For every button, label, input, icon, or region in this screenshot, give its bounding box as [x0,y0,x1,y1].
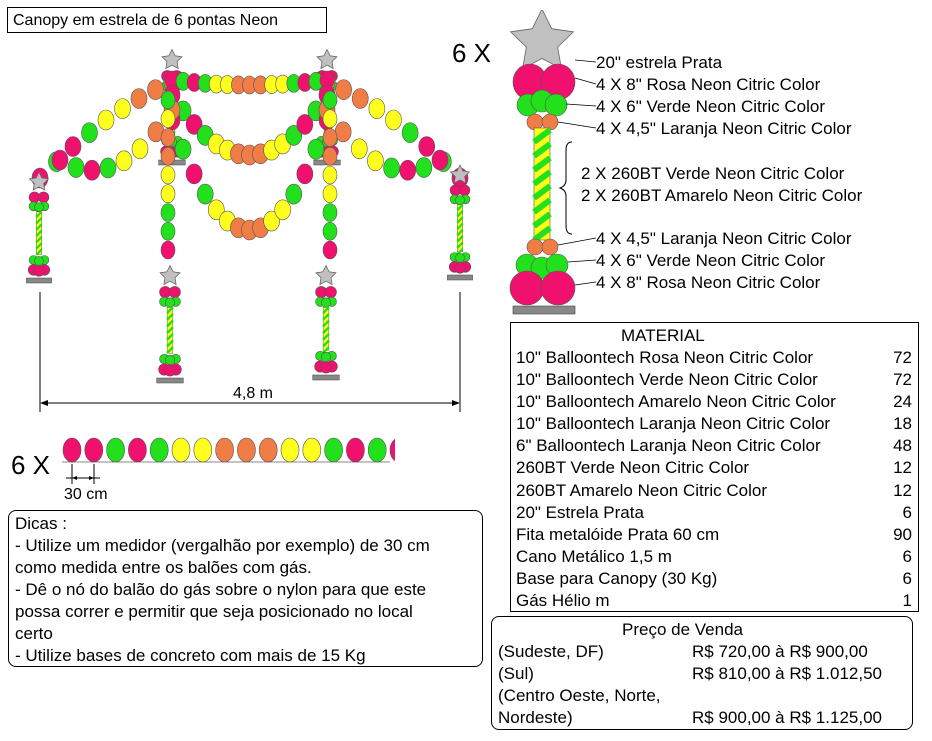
balloon-pink [63,438,81,462]
material-name: 260BT Amarelo Neon Citric Color [516,481,768,500]
material-qty: 6 [902,503,912,522]
balloon-orange [148,80,164,100]
column-spec-top-green: 4 X 6" Verde Neon Citric Color [596,97,826,116]
balloon-green [161,91,175,109]
tips-line: - Dê o nó do balão do gás sobre o nylon para que este [15,580,427,599]
balloon-pink [510,271,544,305]
material-name: 10" Balloontech Rosa Neon Citric Color [516,348,814,367]
balloon-green [545,94,567,116]
column-base [26,278,51,283]
balloon-orange [323,147,337,165]
material-header: MATERIAL [621,326,705,345]
balloon-yellow [98,110,114,130]
balloon-yellow [161,166,175,184]
balloon-pink [128,438,146,462]
material-row [516,458,912,480]
balloon-green [456,253,465,262]
balloon-yellow [386,110,402,130]
balloon-yellow [161,110,175,128]
material-row [516,414,912,436]
balloon-green [456,196,465,205]
material-qty: 72 [893,370,912,389]
column-base [313,375,340,380]
material-row [516,436,912,458]
balloon-yellow [323,166,337,184]
column-multiplier: 6 X [452,38,492,68]
price-value: R$ 810,00 à R$ 1.012,50 [692,664,882,683]
material-qty: 18 [893,414,912,433]
balloon-green [35,256,44,265]
balloon-green [107,438,125,462]
balloon-green [197,184,213,204]
material-name: 260BT Verde Neon Citric Color [516,458,750,477]
material-row [516,569,912,591]
balloon-green [161,222,175,240]
balloon-orange [161,129,175,147]
material-name: 6" Balloontech Laranja Neon Citric Color [516,436,821,455]
balloon-green [100,158,116,178]
material-qty: 12 [893,481,912,500]
brace-icon [560,142,572,234]
price-header: Preço de Venda [622,620,743,639]
balloon-orange [527,239,543,255]
column-spec-top-orange: 4 X 4,5" Laranja Neon Citric Color [596,119,852,138]
balloon-pink [65,137,81,157]
material-row [516,525,912,547]
material-name: 20" Estrela Prata [516,503,644,522]
balloon-pink [419,137,435,157]
balloon-yellow [351,139,367,159]
balloon-yellow [172,438,190,462]
tips-header: Dicas : [15,514,67,533]
balloon-green [321,352,331,362]
material-qty: 24 [893,392,912,411]
price-region-label: (Centro Oeste, Norte, [498,686,661,705]
price-box [491,616,913,730]
balloon-orange [336,80,352,100]
material-qty: 90 [893,525,912,544]
column-spec-top-pink: 4 X 8" Rosa Neon Citric Color [596,75,821,94]
balloon-pink [85,438,103,462]
balloon-green [68,158,84,178]
balloon-yellow [132,139,148,159]
star-balloon-icon [317,50,337,69]
material-qty: 72 [893,348,912,367]
balloon-pink [52,150,68,170]
price-region-label: (Sudeste, DF) [498,642,604,661]
balloon-orange [335,122,351,142]
column-spec-star: 20" estrela Prata [596,53,723,72]
tips-line: certo [15,624,53,643]
balloon-green [150,438,168,462]
balloon-green [323,222,337,240]
material-row [516,348,912,370]
balloon-green [384,158,400,178]
balloon-yellow [194,438,212,462]
page-title: Canopy em estrela de 6 pontas Neon [7,7,327,33]
material-name: Fita metalóide Prata 60 cm [516,525,720,544]
balloon-orange [542,239,558,255]
star-balloon-icon [511,10,574,69]
balloon-green [323,91,337,109]
column-spec-green-twist: 2 X 260BT Verde Neon Citric Color [581,164,845,183]
dimension-label: 4,8 m [232,385,274,402]
balloon-yellow [281,438,299,462]
balloon-green [323,204,337,222]
balloon-pink [320,362,331,373]
balloon-green [161,204,175,222]
balloon-orange [161,147,175,165]
balloon-green [308,139,324,159]
balloon-pink [325,286,336,297]
price-region-label: (Sul) [498,664,534,683]
material-qty: 12 [893,458,912,477]
balloon-pink [34,265,45,276]
balloon-green [82,123,98,143]
material-row [516,481,912,503]
balloon-yellow [115,99,131,119]
balloon-orange [216,438,234,462]
column-base [513,306,575,314]
balloon-orange [352,89,368,109]
leader-line [575,282,596,285]
balloon-orange [259,438,277,462]
leader-line [568,260,596,262]
star-balloon-icon [162,50,182,69]
balloon-pink [186,164,202,184]
balloon-yellow [161,185,175,203]
balloon-orange [237,438,255,462]
material-name: 10" Balloontech Amarelo Neon Citric Color [516,392,836,411]
column-spec-bottom-green: 4 X 6" Verde Neon Citric Color [596,251,826,270]
column-spec-bottom-orange: 4 X 4,5" Laranja Neon Citric Color [596,229,852,248]
balloon-pink [161,241,175,259]
balloon-pink [38,192,49,203]
balloon-pink [84,160,100,180]
balloon-yellow [323,110,337,128]
balloon-green [35,203,44,212]
spacing-label: 30 cm [64,486,108,503]
material-name: Cano Metálico 1,5 m [516,547,672,566]
leader-line [558,122,596,128]
balloon-green [402,123,418,143]
material-row [516,591,912,613]
balloon-yellow [369,99,385,119]
balloon-orange [527,114,543,130]
balloon-orange [131,89,147,109]
price-value: R$ 900,00 à R$ 1.125,00 [692,708,882,727]
balloon-pink [164,365,175,376]
balloon-green [368,438,386,462]
balloon-pink [323,241,337,259]
price-region-label: Nordeste) [498,708,573,727]
material-name: Gás Hélio m [516,591,610,610]
material-qty: 6 [902,569,912,588]
column-spec-bottom-pink: 4 X 8" Rosa Neon Citric Color [596,273,821,292]
strand-multiplier: 6 X [11,450,51,480]
price-value: R$ 720,00 à R$ 900,00 [692,642,868,661]
balloon-pink [455,262,466,273]
material-name: 10" Balloontech Laranja Neon Citric Color [516,414,831,433]
canopy-illustration [0,0,500,420]
balloon-green [286,184,302,204]
tips-line: possa correr e permitir que seja posicionado no local [15,602,413,621]
balloon-yellow [367,151,383,171]
balloon-pink [400,160,416,180]
column-base [157,378,184,383]
column-base [447,275,472,280]
leader-line [575,60,596,62]
material-row [516,392,912,414]
material-qty: 6 [902,547,912,566]
balloon-orange [323,129,337,147]
material-row [516,503,912,525]
balloon-yellow [116,151,132,171]
balloon-pink [169,286,180,297]
balloon-pink [432,150,448,170]
balloon-pink [541,271,575,305]
balloon-green [165,355,175,365]
balloon-green [175,139,191,159]
material-list [510,322,919,612]
star-balloon-icon [160,266,180,285]
material-row [516,370,912,392]
tips-line: - Utilize bases de concreto com mais de 15 Kg [15,646,366,665]
balloon-pink [459,185,470,196]
leader-line [566,104,596,106]
leader-line [558,238,596,245]
balloon-green [416,158,432,178]
balloon-green [321,298,331,308]
balloon-pink [297,164,313,184]
tips-line: como medida entre os balões com gás. [15,558,312,577]
column-spec-yellow-twist: 2 X 260BT Amarelo Neon Citric Color [581,186,863,205]
tips-box [8,510,483,667]
star-balloon-icon [316,266,336,285]
balloon-orange [542,114,558,130]
balloon-green [325,438,343,462]
material-row [516,547,912,569]
balloon-pink [390,438,395,462]
material-name: Base para Canopy (30 Kg) [516,569,718,588]
material-qty: 1 [902,591,912,610]
material-qty: 48 [893,436,912,455]
balloon-green [165,298,175,308]
material-name: 10" Balloontech Verde Neon Citric Color [516,370,818,389]
balloon-yellow [303,438,321,462]
balloon-yellow [323,185,337,203]
balloon-pink [346,438,364,462]
tips-line: - Utilize um medidor (vergalhão por exemplo) de 30 cm [15,536,430,555]
balloon-yellow [275,200,291,220]
leader-line [575,78,596,84]
